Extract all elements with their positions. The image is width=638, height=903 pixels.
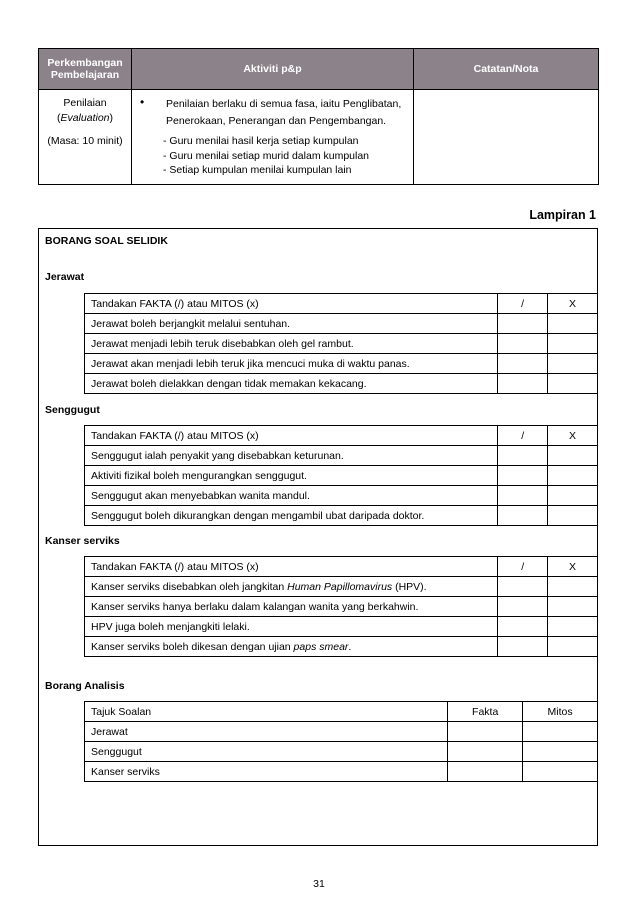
statement-cell [85,617,498,637]
form-title: BORANG SOAL SELIDIK [45,235,168,247]
activity-description [166,96,421,130]
myth-answer-cell[interactable] [548,446,598,466]
table-row [85,742,598,762]
header-perkembangan [39,49,132,90]
section-title-senggugut: Senggugut [45,404,100,416]
table-row [85,722,598,742]
analysis-title: Borang Analisis [45,680,125,692]
myth-count-cell[interactable] [523,722,598,742]
activity-sub-item: - Setiap kumpulan menilai kumpulan lain [163,164,352,176]
header-aktiviti [132,49,414,90]
table-row [85,334,598,354]
topic-cell: Senggugut [85,742,448,762]
statement-italic: paps smear [293,640,349,653]
statement-cell: Jerawat boleh berjangkit melalui sentuhan. [85,314,498,334]
statement-text: . [348,640,352,653]
activity-line-1: Penilaian berlaku di semua fasa, iaitu Penglibatan, [166,98,402,110]
myth-answer-cell[interactable] [548,334,598,354]
table-row [85,762,598,782]
myth-answer-cell[interactable] [548,314,598,334]
fact-answer-cell[interactable] [498,597,548,617]
stage-name: Penilaian [63,97,107,109]
bullet-icon: • [140,95,145,109]
statement-text: Kanser serviks hanya berlaku dalam kalangan wanita yang berkahwin. [91,600,419,613]
table-header-row [85,426,598,446]
table-header-row [85,294,598,314]
activity-sub-list [163,134,369,178]
notes-cell [414,90,599,185]
instruction-cell: Tandakan FAKTA (/) atau MITOS (x) [85,426,498,446]
stage-english-text: Evaluation [60,112,110,124]
topic-cell: Jerawat [85,722,448,742]
fact-answer-cell[interactable] [498,314,548,334]
table-row [85,466,598,486]
myth-answer-cell[interactable] [548,466,598,486]
statement-cell: Jerawat boleh dielakkan dengan tidak memakan kekacang. [85,374,498,394]
header-aktiviti-label: Aktiviti p&p [243,63,302,75]
fact-answer-cell[interactable] [498,446,548,466]
table-row [85,354,598,374]
header-catatan-label: Catatan/Nota [473,63,539,75]
statement-cell: Jerawat menjadi lebih teruk disebabkan oleh gel rambut. [85,334,498,354]
section-title-jerawat: Jerawat [45,271,85,283]
table-header-row [85,557,598,577]
activity-cell [132,90,414,185]
table-row [85,314,598,334]
statement-text: Kanser serviks disebabkan oleh jangkitan [91,580,288,593]
statement-cell: Senggugut boleh dikurangkan dengan mengambil ubat daripada doktor. [85,506,498,526]
section-title-kanser-serviks: Kanser serviks [45,535,120,547]
myth-column-header: X [548,426,598,446]
fact-answer-cell[interactable] [498,506,548,526]
table-row [85,374,598,394]
header-perkembangan-label: Perkembangan Pembelajaran [47,57,123,81]
fact-answer-cell[interactable] [498,354,548,374]
table-row [85,577,598,597]
fact-count-cell[interactable] [448,742,523,762]
instruction-cell: Tandakan FAKTA (/) atau MITOS (x) [85,557,498,577]
fact-column-header: Fakta [448,702,523,722]
myth-answer-cell[interactable] [548,617,598,637]
statement-cell: Aktiviti fizikal boleh mengurangkan senggugut. [85,466,498,486]
lesson-plan-header-row [39,49,599,90]
stage-duration: (Masa: 10 minit) [47,135,123,147]
page-number: 31 [313,878,325,890]
fact-answer-cell[interactable] [498,486,548,506]
topic-column-header: Tajuk Soalan [85,702,448,722]
table-row [85,617,598,637]
analysis-table [84,701,598,782]
activity-line-2: Penerokaan, Penerangan dan Pengembangan. [166,115,387,127]
topic-cell: Kanser serviks [85,762,448,782]
fact-column-header: / [498,557,548,577]
statement-cell: Senggugut ialah penyakit yang disebabkan keturunan. [85,446,498,466]
fact-count-cell[interactable] [448,722,523,742]
stage-english: (Evaluation) [56,112,114,124]
senggugut-table [84,425,598,526]
appendix-title: Lampiran 1 [529,208,596,222]
fact-column-header: / [498,426,548,446]
statement-italic: Human Papillomavirus [287,580,393,593]
myth-answer-cell[interactable] [548,374,598,394]
activity-sub-item: - Guru menilai hasil kerja setiap kumpulan [163,135,359,147]
statement-text: Kanser serviks boleh dikesan dengan ujian [91,640,294,653]
statement-cell [85,597,498,617]
table-row [85,506,598,526]
myth-answer-cell[interactable] [548,637,598,657]
header-catatan [414,49,599,90]
kanser-serviks-table [84,556,598,657]
fact-answer-cell[interactable] [498,334,548,354]
myth-count-cell[interactable] [523,742,598,762]
myth-answer-cell[interactable] [548,486,598,506]
table-header-row [85,702,598,722]
statement-cell [85,577,498,597]
instruction-cell: Tandakan FAKTA (/) atau MITOS (x) [85,294,498,314]
table-row [85,486,598,506]
fact-answer-cell[interactable] [498,466,548,486]
myth-answer-cell[interactable] [548,577,598,597]
myth-answer-cell[interactable] [548,597,598,617]
myth-column-header: X [548,294,598,314]
table-row [85,597,598,617]
fact-answer-cell[interactable] [498,617,548,637]
myth-column-header: X [548,557,598,577]
myth-count-cell[interactable] [523,762,598,782]
table-row [85,446,598,466]
myth-column-header: Mitos [523,702,598,722]
lesson-plan-table [38,48,599,185]
statement-text: (HPV). [392,580,427,593]
table-row [85,637,598,657]
stage-cell [39,90,132,185]
activity-sub-item: - Guru menilai setiap murid dalam kumpulan [163,149,370,162]
fact-answer-cell[interactable] [498,577,548,597]
statement-cell: Senggugut akan menyebabkan wanita mandul. [85,486,498,506]
fact-column-header: / [498,294,548,314]
statement-text: HPV juga boleh menjangkiti lelaki. [91,620,250,633]
myth-answer-cell[interactable] [548,506,598,526]
fact-count-cell[interactable] [448,762,523,782]
myth-answer-cell[interactable] [548,354,598,374]
fact-answer-cell[interactable] [498,374,548,394]
statement-cell [85,637,498,657]
jerawat-table [84,293,598,394]
fact-answer-cell[interactable] [498,637,548,657]
statement-cell: Jerawat akan menjadi lebih teruk jika mencuci muka di waktu panas. [85,354,498,374]
lesson-plan-row [39,90,599,185]
